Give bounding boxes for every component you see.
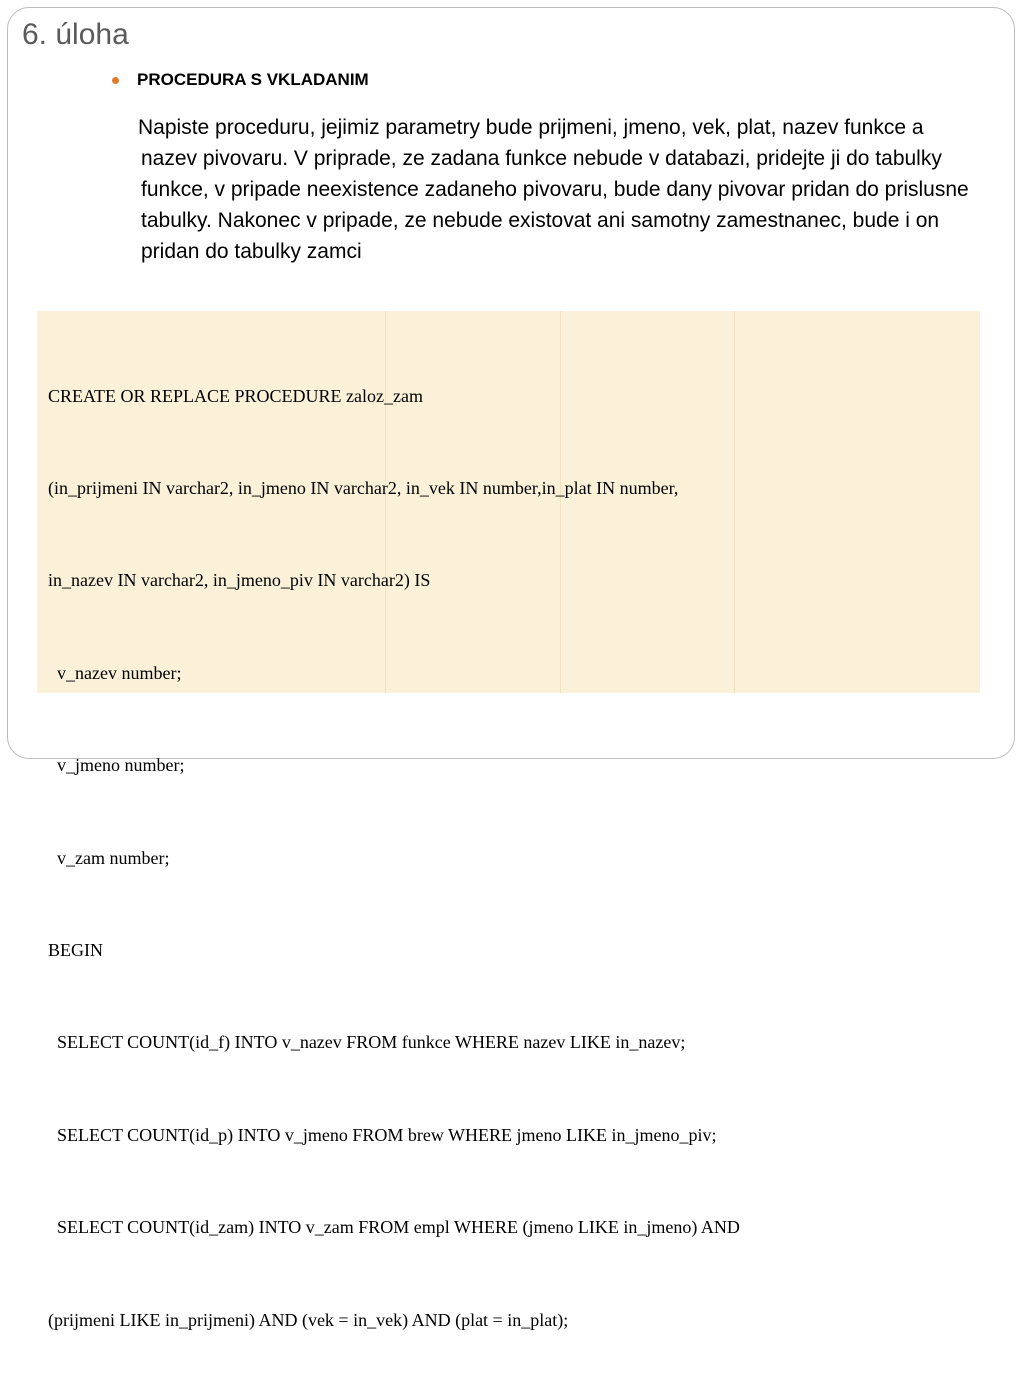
code-line: SELECT COUNT(id_p) INTO v_jmeno FROM brew WHERE jmeno LIKE in_jmeno_piv; xyxy=(48,1124,717,1145)
code-line: v_jmeno number; xyxy=(48,755,185,776)
code-line: CREATE OR REPLACE PROCEDURE zaloz_zam xyxy=(48,385,423,406)
code-line: v_zam number; xyxy=(48,847,170,868)
code-line: SELECT COUNT(id_zam) INTO v_zam FROM empl WHERE (jmeno LIKE in_jmeno) AND xyxy=(48,1217,740,1238)
bullet-item xyxy=(112,70,369,90)
bullet-dot-icon xyxy=(112,77,119,84)
bullet-heading: PROCEDURA S VKLADANIM xyxy=(137,70,369,89)
code-line: in_nazev IN varchar2, in_jmeno_piv IN varchar2) IS xyxy=(48,570,431,591)
code-line: (in_prijmeni IN varchar2, in_jmeno IN varchar2, in_vek IN number,in_plat IN number, xyxy=(48,477,679,498)
code-line: v_nazev number; xyxy=(48,662,182,683)
task-description: Napiste proceduru, jejimiz parametry bude prijmeni, jmeno, vek, plat, nazev funkce a nazev pivovaru. V priprade, ze zadana funkce nebude v databazi, pridejte ji do tabulky funkce, v pripade neexistence zadaneho pivovaru, bude dany pivovar pridan do prislusne tabulky. Nakonec v pripade, ze nebude existovat ani samotny zamestnanec, bude i on pridan do tabulky zamci xyxy=(138,116,969,263)
code-line: (prijmeni LIKE in_prijmeni) AND (vek = in_vek) AND (plat = in_plat); xyxy=(48,1309,569,1330)
slide-title: 6. úloha xyxy=(22,18,129,51)
code-line: SELECT COUNT(id_f) INTO v_nazev FROM funkce WHERE nazev LIKE in_nazev; xyxy=(48,1032,686,1053)
code-lines xyxy=(48,319,740,1397)
code-line: BEGIN xyxy=(48,939,103,960)
code-block xyxy=(37,311,980,1330)
